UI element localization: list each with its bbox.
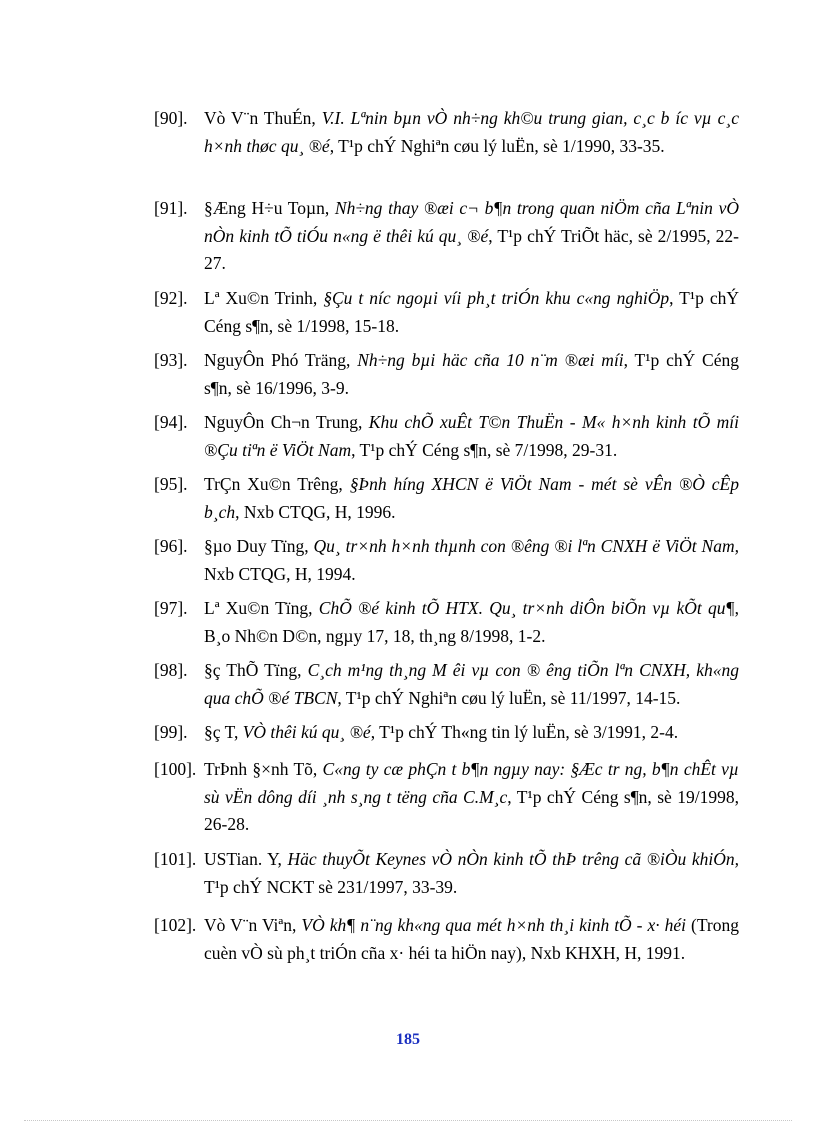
reference-title: §Çu t níc ngoµi víi ph¸t triÓn khu c«ng nghiÖp (323, 288, 670, 308)
reference-details: , T¹p chÝ Céng s¶n, sè 16/1996, 3-9. (204, 350, 739, 398)
page-number: 185 (396, 1031, 420, 1048)
reference-details: , T¹p chÝ Céng s¶n, sè 19/1998, 26-28. (204, 786, 739, 834)
reference-title: VÒ thêi kú qu¸ ®é (242, 722, 371, 742)
reference-details: , T¹p chÝ Th«ng tin lý luËn, sè 3/1991, 2-4. (370, 722, 679, 742)
reference-author: Lª Xu©n Tïng, (204, 598, 319, 618)
reference-title: C«ng ty cæ phÇn t b¶n ngµy nay: §Æc tr ng, b¶n chÊt vµ sù vËn dông díi ¸nh s¸ng t tëng cña C.M¸c (204, 759, 739, 807)
reference-author: NguyÔn Ch¬n Trung, (204, 412, 369, 432)
reference-number: [99]. (154, 722, 188, 742)
reference-details: , Nxb CTQG, H, 1996. (235, 501, 396, 522)
reference-details: , T¹p chÝ Céng s¶n, sè 7/1998, 29-31. (351, 439, 618, 460)
reference-number: [91]. (154, 198, 188, 218)
reference-entry (154, 657, 739, 712)
reference-title: VÒ kh¶ n¨ng kh«ng qua mét h×nh th¸i kinh tÕ - x· héi (301, 915, 687, 935)
reference-number: [100]. (154, 759, 197, 779)
reference-number: [97]. (154, 598, 188, 618)
reference-entry (154, 285, 739, 340)
reference-entry (154, 347, 739, 402)
reference-author: §Æng H÷u Toµn, (204, 198, 335, 218)
reference-entry (154, 409, 739, 464)
reference-details: (Trong cuèn vÒ sù ph¸t triÓn cña x· héi ta hiÖn nay), Nxb KHXH, H, 1991. (204, 915, 740, 963)
reference-title: Qu¸ tr×nh h×nh thµnh con ®êng ®i lªn CNXH ë ViÖt Nam, (313, 536, 739, 556)
reference-entry (154, 595, 739, 650)
reference-entry (154, 719, 739, 747)
reference-author: §ç ThÕ Tïng, (204, 660, 308, 680)
reference-title: Nh÷ng thay ®æi c¬ b¶n trong quan niÖm cña Lªnin vÒ nÒn kinh tÕ tiÓu n«ng ë thêi kú qu¸ ®é (204, 198, 739, 246)
reference-details: , T¹p chÝ TriÕt häc, sè 2/1995, 22-27. (204, 225, 739, 273)
reference-title: Khu chÕ xuÊt T©n ThuËn - M« h×nh kinh tÕ míi ®Çu tiªn ë ViÖt Nam (204, 412, 739, 460)
reference-number: [98]. (154, 660, 188, 680)
reference-title: Häc thuyÕt Keynes vÒ nÒn kinh tÕ thÞ trêng cã ®iÒu khiÓn, (287, 849, 739, 869)
reference-author: USTian. Y, (204, 849, 288, 869)
reference-entry (154, 471, 739, 526)
reference-title: V.I. Lªnin bµn vÒ nh÷ng kh©u trung gian, c¸c b íc vµ c¸c h×nh thøc qu¸ ®é (204, 108, 739, 156)
reference-author: TrÞnh §×nh Tõ, (204, 759, 323, 779)
reference-details: , T¹p chÝ Nghiªn cøu lý luËn, sè 1/1990, 33-35. (329, 135, 665, 156)
reference-author: §ç T, (204, 722, 243, 742)
reference-title: §Þnh híng XHCN ë ViÖt Nam - mét sè vÊn ®Ò cÊp b¸ch (204, 474, 739, 522)
reference-author: §µo Duy Tïng, (204, 536, 314, 556)
reference-number: [90]. (154, 108, 188, 128)
reference-details: , T¹p chÝ Céng s¶n, sè 1/1998, 15-18. (204, 288, 739, 336)
reference-details: , B¸o Nh©n D©n, ngµy 17, 18, th¸ng 8/1998, 1-2. (204, 598, 740, 646)
reference-author: TrÇn Xu©n Trêng, (204, 474, 350, 494)
reference-details: , T¹p chÝ Nghiªn cøu lý luËn, sè 11/1997, 14-15. (337, 687, 681, 708)
reference-details: T¹p chÝ NCKT sè 231/1997, 33-39. (204, 876, 458, 897)
reference-entry (154, 912, 739, 967)
reference-author: Lª Xu©n Trinh, (204, 288, 324, 308)
reference-title: C¸ch m¹ng th¸ng M êi vµ con ® êng tiÕn lªn CNXH, kh«ng qua chÕ ®é TBCN (204, 660, 739, 708)
reference-author: Vò V¨n Viªn, (204, 915, 302, 935)
reference-author: NguyÔn Phó Träng, (204, 350, 358, 370)
reference-entry (154, 105, 739, 160)
reference-title: Nh÷ng bµi häc cña 10 n¨m ®æi míi (357, 350, 624, 370)
reference-entry (154, 195, 739, 278)
reference-entry (154, 533, 739, 588)
reference-number: [95]. (154, 474, 188, 494)
reference-entry (154, 846, 739, 901)
reference-title: ChÕ ®é kinh tÕ HTX. Qu¸ tr×nh diÔn biÕn vµ kÕt qu¶ (318, 598, 735, 618)
reference-number: [102]. (154, 915, 197, 935)
reference-number: [94]. (154, 412, 188, 432)
reference-details: Nxb CTQG, H, 1994. (204, 563, 356, 584)
reference-number: [92]. (154, 288, 188, 308)
reference-author: Vò V¨n ThuÉn, (204, 108, 322, 128)
reference-number: [96]. (154, 536, 188, 556)
reference-number: [101]. (154, 849, 197, 869)
reference-number: [93]. (154, 350, 188, 370)
page-bottom-divider (24, 1120, 792, 1121)
reference-entry (154, 756, 739, 839)
